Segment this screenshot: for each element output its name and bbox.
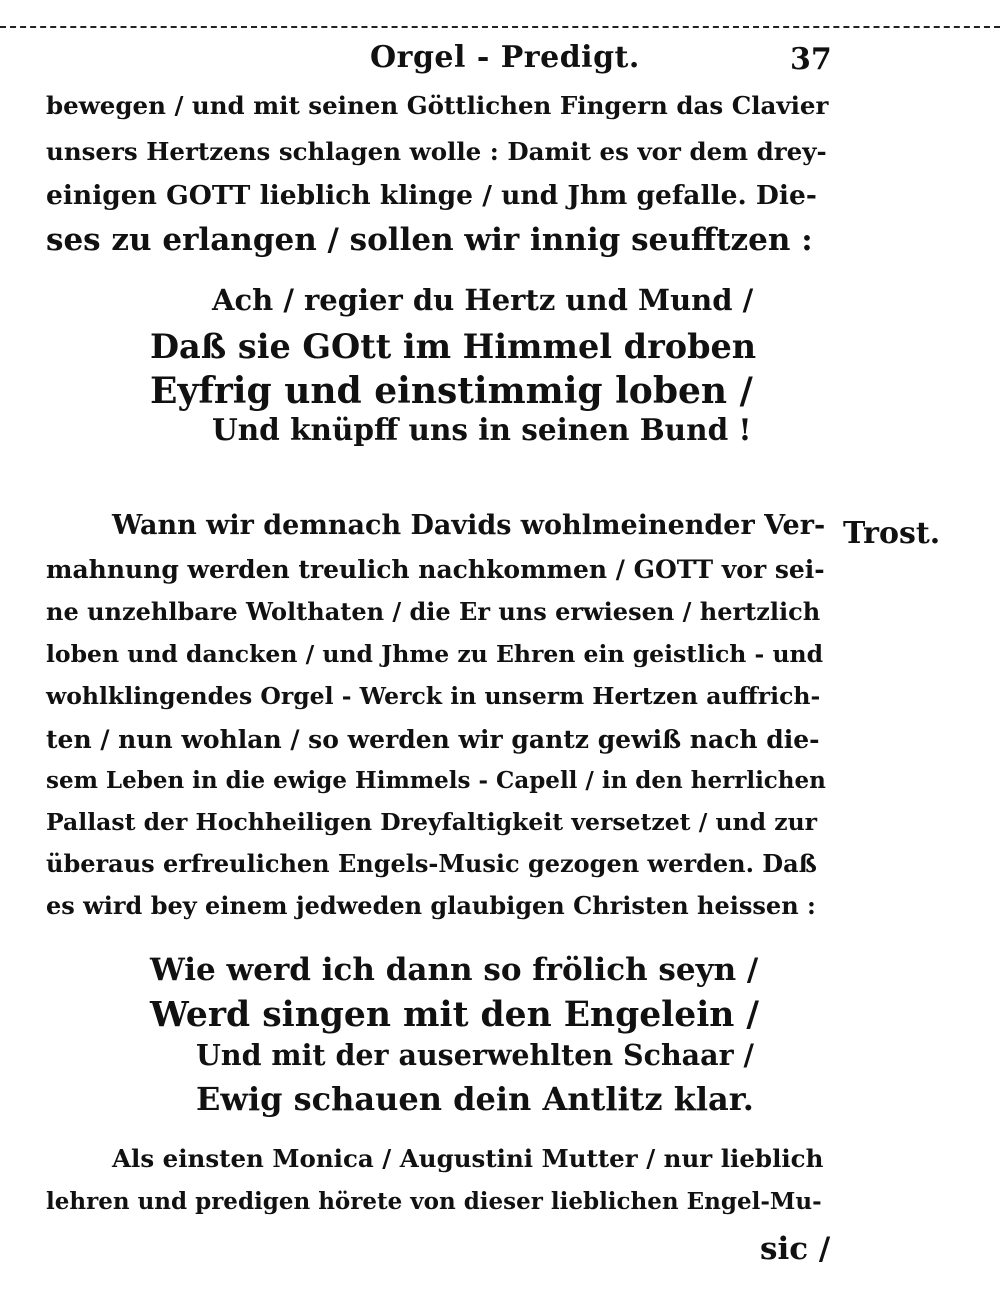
running-head: Orgel - Predigt. [370,40,640,75]
text-line: es wird bey einem jedweden glaubigen Christen heissen : [46,891,816,920]
text-line: Als einsten Monica / Augustini Mutter / nur lieblich [112,1144,824,1173]
marginal-note: Trost. [843,516,941,551]
top-rule [0,26,1000,28]
text-line: ne unzehlbare Wolthaten / die Er uns erwiesen / hertzlich [46,597,821,626]
text-line: mahnung werden treulich nachkommen / GOTT vor sei- [46,555,825,584]
verse-line: Daß sie GOtt im Himmel droben [150,327,757,366]
verse-line: Ach / regier du Hertz und Mund / [212,283,754,317]
text-line: unsers Hertzens schlagen wolle : Damit es vor dem drey- [46,137,827,166]
verse-line: Eyfrig und einstimmig loben / [150,370,753,412]
text-line: wohlklingendes Orgel - Werck in unserm Hertzen auffrich- [46,682,821,710]
text-line: lehren und predigen hörete von dieser lieblichen Engel-Mu- [46,1188,822,1215]
verse-line: Wie werd ich dann so frölich seyn / [150,952,759,988]
verse-line: Und mit der auserwehlten Schaar / [196,1038,754,1072]
page-header [0,40,1000,80]
page-number: 37 [790,42,832,77]
text-line: einigen GOTT lieblich klinge / und Jhm gefalle. Die- [46,180,817,211]
text-line: überaus erfreulichen Engels-Music gezogen werden. Daß [46,849,817,878]
verse-line: Werd singen mit den Engelein / [150,995,760,1035]
text-line: Pallast der Hochheiligen Dreyfaltigkeit versetzet / und zur [46,808,818,836]
text-line: ten / nun wohlan / so werden wir gantz gewiß nach die- [46,725,820,754]
text-line: sem Leben in die ewige Himmels - Capell / in den herrlichen [46,767,826,794]
verse-line: Ewig schauen dein Antlitz klar. [196,1080,754,1118]
text-line: loben und dancken / und Jhme zu Ehren ein geistlich - und [46,640,824,668]
text-line: bewegen / und mit seinen Göttlichen Fingern das Clavier [46,91,829,120]
catchword: sic / [760,1231,831,1267]
verse-line: Und knüpff uns in seinen Bund ! [212,412,752,447]
text-line: ses zu erlangen / sollen wir innig seufftzen : [46,222,813,258]
text-line: Wann wir demnach Davids wohlmeinender Ver- [112,510,826,541]
